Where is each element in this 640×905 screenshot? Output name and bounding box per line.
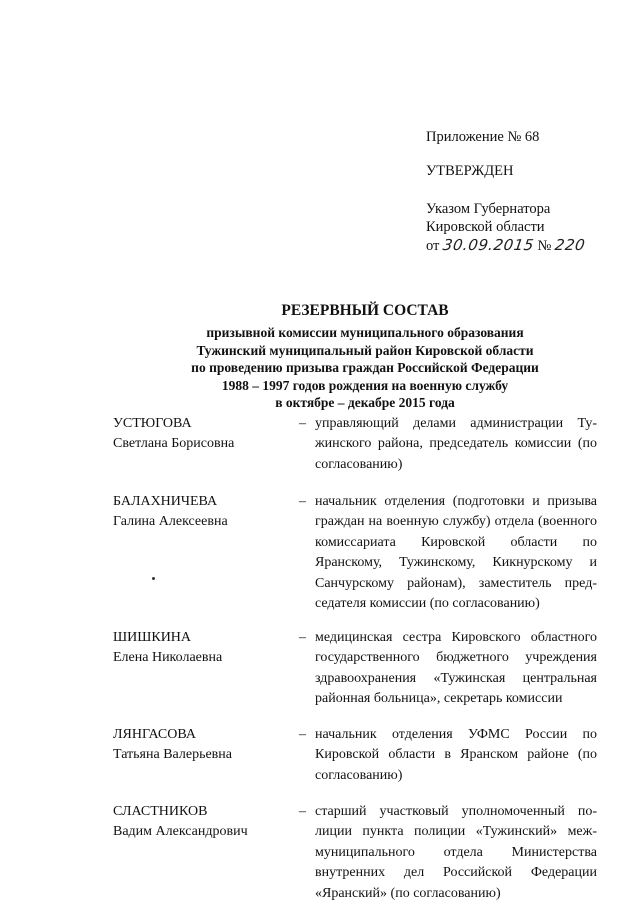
dash-separator: – [299,727,306,742]
decree-date-line [426,236,585,255]
dash-separator: – [299,804,306,819]
handwritten-date: 30.09.2015 [441,236,536,254]
from-label: от [426,238,440,254]
member-surname: ЛЯНГАСОВА [113,727,196,742]
member-role: старший участковый уполномоченный полиции пункта полиции «Тужинский» межмуниципального отдела Министерства внутренних дел Российской Федерации «Яранский» (по согласованию) [315,804,597,901]
member-name [113,725,293,765]
member-surname: БАЛАХНИЧЕВА [113,494,218,509]
title-line: 1988 – 1997 годов рождения на военную службу [221,377,509,393]
decree-line-1: Указом Губернатора [426,201,551,217]
member-surname: УСТЮГОВА [113,416,192,431]
title-main: РЕЗЕРВНЫЙ СОСТАВ [281,302,449,319]
handwritten-number: 220 [553,236,587,254]
title-line: в октябре – декабре 2015 года [275,395,455,410]
dash-separator: – [299,494,306,509]
member-given-name: Светлана Борисовна [113,436,235,451]
document-title [90,302,640,412]
member-role: управляющий делами администрации Тужинского района, председатель комиссии (по согласованию) [315,416,597,472]
title-subtitle [90,324,640,412]
dash-separator: – [299,630,306,645]
member-given-name: Татьяна Валерьевна [113,747,232,762]
member-role: начальник отделения (подготовки и призыва граждан на военную службу) отдела (военного комиссариата Кировской области по Яранскому, Тужинскому, Кикнурскому и Санчурскому районам), заместитель председателя комиссии (по согласованию) [315,494,597,612]
approved-stamp: УТВЕРЖДЕН [426,163,514,179]
member-role: медицинская сестра Кировского областного государственного бюджетного учреждения здравоохранения «Тужинская центральная районная больница», секретарь комиссии [315,630,597,707]
member-given-name: Галина Алексеевна [113,514,228,529]
decree-line-2: Кировской области [426,219,545,235]
member-given-name: Елена Николаевна [113,650,223,665]
member-name [113,628,293,668]
member-role: начальник отделения УФМС России по Кировской области в Яранском районе (по согласованию) [315,727,597,783]
member-given-name: Вадим Александрович [113,824,248,839]
title-line: Тужинский муниципальный район Кировской области [196,342,534,358]
appendix-number: Приложение № 68 [426,129,540,145]
title-line: по проведению призыва граждан Российской Федерации [191,360,539,375]
number-label: № [537,238,552,254]
approval-block [426,128,585,255]
member-surname: ШИШКИНА [113,630,192,645]
member-name [113,492,293,532]
member-name [113,414,293,454]
member-surname: СЛАСТНИКОВ [113,804,208,819]
member-name [113,802,293,842]
title-line: призывной комиссии муниципального образования [206,325,524,340]
scan-speck [152,577,155,580]
dash-separator: – [299,416,306,431]
